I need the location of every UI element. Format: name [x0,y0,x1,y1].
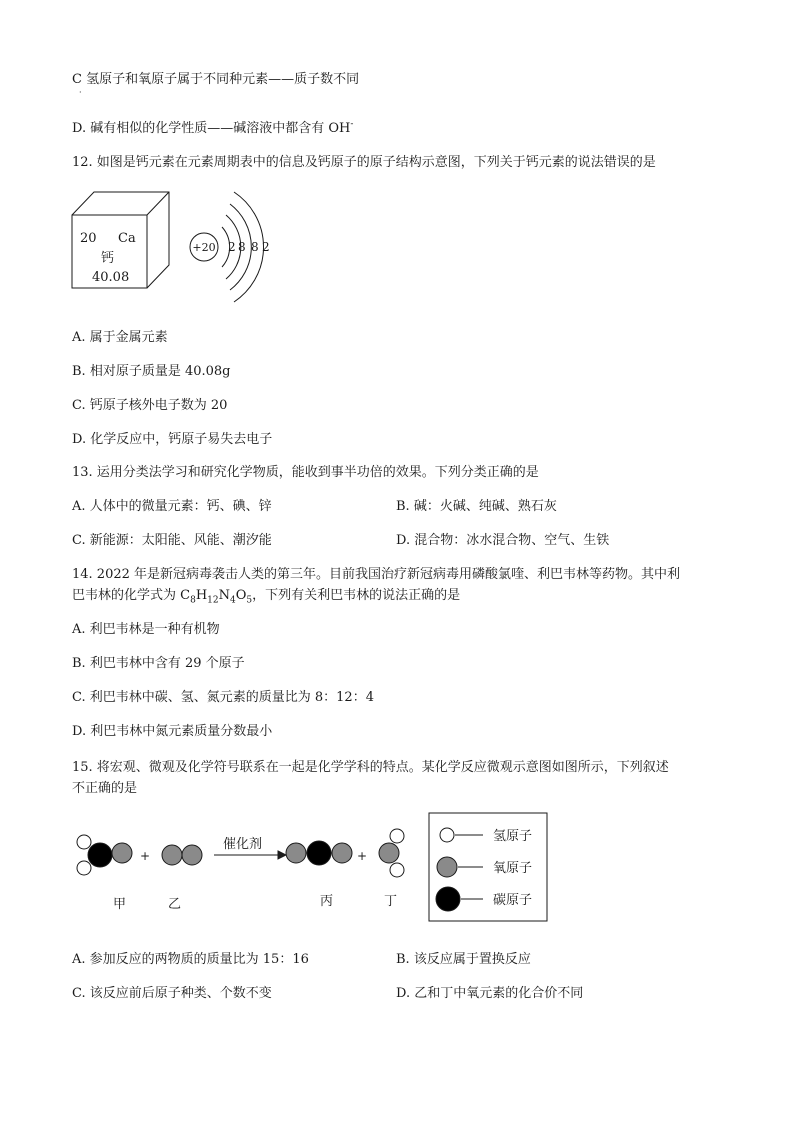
oxygen-atom [182,845,202,865]
q12-option-d: D. 化学反应中，钙原子易失去电子 [72,432,273,447]
molecule-ding [379,829,404,877]
plus-sign-2: + [357,849,368,863]
q14-stem-prefix: 巴韦林的化学式为 C [72,588,191,603]
formula-sub-o: 5 [246,595,253,606]
q15-option-b: B. 该反应属于置换反应 [396,952,531,967]
catalyst-label: 催化剂 [223,837,263,852]
shell-3-count: 8 [251,240,259,254]
label-jia: 甲 [113,897,127,912]
q12-figure [60,182,290,308]
q14-stem-line1: 14. 2022 年是新冠病毒袭击人类的第三年。目前我国治疗新冠病毒用磷酸氯喹、利巴韦林等药物。其中利 [72,567,681,582]
hydrogen-atom [390,863,404,877]
formula-sub-h: 12 [207,595,219,606]
q13-option-a: A. 人体中的微量元素：钙、碘、锌 [72,499,272,514]
element-symbol: Ca [118,231,136,246]
legend-oxygen-swatch [437,857,457,877]
reaction-diagram [66,808,556,928]
stray-dot: · [79,88,82,97]
q13-option-b: B. 碱：火碱、纯碱、熟石灰 [396,499,557,514]
legend-hydrogen-swatch [440,828,454,842]
q11-option-d [72,117,353,136]
q15-option-a: A. 参加反应的两物质的质量比为 15：16 [72,952,309,967]
formula-sub-c: 8 [190,595,196,606]
legend-carbon-swatch [436,887,460,911]
molecule-yi [162,845,202,865]
q12-option-b: B. 相对原子质量是 40.08g [72,364,231,379]
q14-option-a: A. 利巴韦林是一种有机物 [72,622,220,637]
q15-option-c: C. 该反应前后原子种类、个数不变 [72,986,272,1001]
q11-option-c: C 氢原子和氧原子属于不同种元素——质子数不同 [72,72,360,87]
atomic-number: 20 [80,231,97,246]
legend-carbon-label: 碳原子 [493,893,533,908]
shell-4-count: 2 [262,240,270,254]
q13-stem: 13. 运用分类法学习和研究化学物质，能收到事半功倍的效果。下列分类正确的是 [72,465,539,480]
q12-option-a: A. 属于金属元素 [72,330,168,345]
shell-1-count: 2 [228,240,236,254]
q11-option-d-text: D. 碱有相似的化学性质——碱溶液中都含有 OH [72,121,351,136]
q14-stem-line2 [72,584,460,606]
formula-h: H [195,588,208,603]
hydrogen-atom [77,835,91,849]
label-yi: 乙 [168,897,182,912]
oxygen-atom [162,845,182,865]
q12-stem: 12. 如图是钙元素在元素周期表中的信息及钙原子的原子结构示意图，下列关于钙元素的说法错误的是 [72,155,656,170]
q15-option-d: D. 乙和丁中氧元素的化合价不同 [396,986,584,1001]
q13-option-d: D. 混合物：冰水混合物、空气、生铁 [396,533,610,548]
label-ding: 丁 [384,894,398,909]
oxygen-atom [112,843,132,863]
oxygen-atom [379,843,399,863]
oxygen-atom [332,843,352,863]
arrow-head [278,851,286,859]
carbon-atom [88,843,112,867]
carbon-atom [307,841,331,865]
atomic-mass: 40.08 [92,270,130,285]
label-bing: 丙 [320,894,334,909]
formula-n: N [218,588,230,603]
legend-oxygen-label: 氧原子 [493,861,533,876]
q14-option-c: C. 利巴韦林中碳、氢、氮元素的质量比为 8：12：4 [72,690,374,705]
plus-sign-1: + [140,849,151,863]
molecule-jia [77,835,132,875]
q13-option-c: C. 新能源：太阳能、风能、潮汐能 [72,533,272,548]
q14-option-d: D. 利巴韦林中氮元素质量分数最小 [72,724,273,739]
hydrogen-atom [390,829,404,843]
hydrogen-atom [77,861,91,875]
molecule-bing [286,841,352,865]
shell-2-count: 8 [238,240,246,254]
q11-option-d-sup: - [350,119,354,130]
q12-option-c: C. 钙原子核外电子数为 20 [72,398,228,413]
element-name: 钙 [101,251,115,266]
q14-stem-suffix: ，下列有关利巴韦林的说法正确的是 [252,588,461,603]
q15-stem-line1: 15. 将宏观、微观及化学符号联系在一起是化学学科的特点。某化学反应微观示意图如图所示，下列叙述 [72,760,669,775]
q14-option-b: B. 利巴韦林中含有 29 个原子 [72,656,245,671]
legend-hydrogen-label: 氢原子 [493,829,533,844]
formula-o: O [235,588,247,603]
nucleus-charge: +20 [192,241,216,254]
formula-sub-n: 4 [230,595,236,606]
oxygen-atom [286,843,306,863]
q15-stem-line2: 不正确的是 [72,781,138,796]
